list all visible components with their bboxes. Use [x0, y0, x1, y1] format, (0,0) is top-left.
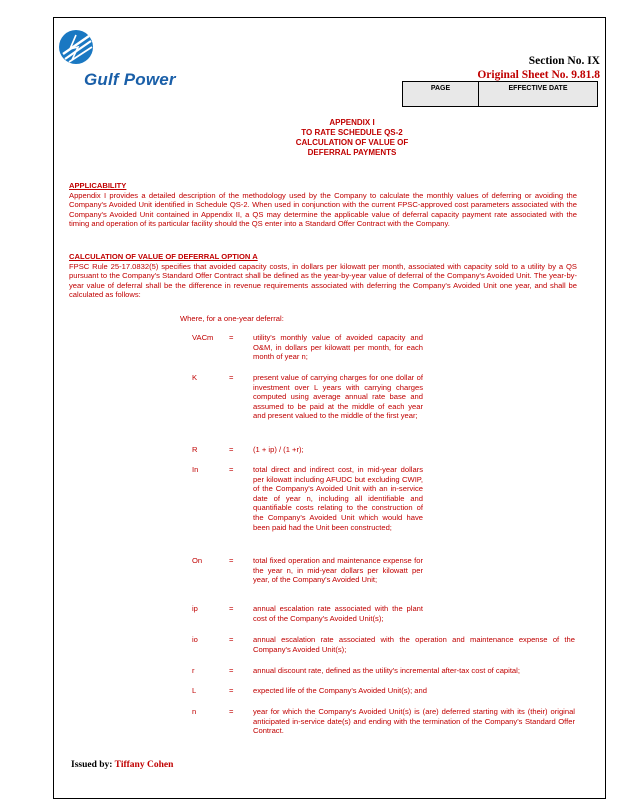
definition-symbol: L — [192, 686, 197, 695]
issued-by-name: Tiffany Cohen — [114, 760, 174, 770]
definition-symbol: On — [192, 556, 203, 565]
where-label: Where, for a one-year deferral: — [180, 314, 284, 323]
calculation-section — [69, 252, 577, 300]
definition-text: total direct and indirect cost, in mid-year dollars per kilowatt including AFUDC but excluding CWIP, of the Company's Avoided Unit with an in-service date of year n, including all identifiable and quantifiable costs relating to the construction of the Company's Avoided Unit which would have been paid had the Unit been constructed; — [253, 465, 423, 532]
definition-text: present value of carrying charges for one dollar of investment over L years with carrying charges computed using average annual rate base and assumed to be paid at the middle of each year and present valued to the middle of the first year; — [253, 373, 423, 421]
company-name: Gulf Power — [84, 70, 176, 89]
applicability-section — [69, 181, 577, 229]
definition-text: utility's monthly value of avoided capacity and O&M, in dollars per kilowatt per month, for each month of year n; — [253, 333, 423, 362]
title-line: APPENDIX I — [329, 118, 375, 127]
definition-text: expected life of the Company's Avoided Unit(s); and — [253, 686, 427, 695]
definition-text: annual discount rate, defined as the utility's incremental after-tax cost of capital; — [253, 666, 520, 675]
sheet-number: Original Sheet No. 9.81.8 — [477, 69, 600, 81]
definition-equals: = — [229, 465, 234, 474]
definition-equals: = — [229, 635, 234, 644]
document-title — [0, 118, 624, 158]
definition-text: annual escalation rate associated with the operation and maintenance expense of the Company's Avoided Unit(s); — [253, 635, 575, 654]
definition-equals: = — [229, 686, 234, 695]
definition-equals: = — [229, 666, 234, 675]
definition-symbol: n — [192, 707, 197, 716]
definition-symbol: ip — [192, 604, 198, 613]
section-number: Section No. IX — [528, 55, 600, 67]
definition-equals: = — [229, 556, 234, 565]
definition-symbol: VACm — [192, 333, 214, 342]
definition-symbol: K — [192, 373, 198, 382]
effective-date-column-header: EFFECTIVE DATE — [508, 85, 568, 92]
calculation-text: FPSC Rule 25-17.0832(5) specifies that avoided capacity costs, in dollars per kilowatt per month, associated with capacity sold to a utility by a QS pursuant to the Company's Standard Offer Contract shall be defined as the year-by-year value of deferral of the Company's Avoided Unit. The year-by- year value of deferral shall be the difference in revenue requirements associated with deferring the Company's Avoided Unit one year, and shall be calculated as follows: — [69, 261, 577, 300]
definition-text: annual escalation rate associated with the plant cost of the Company's Avoided Unit(s); — [253, 604, 423, 623]
calculation-heading: CALCULATION OF VALUE OF DEFERRAL OPTION A — [69, 252, 258, 261]
definition-equals: = — [229, 373, 234, 382]
definition-equals: = — [229, 604, 234, 613]
definition-text: (1 + ip) / (1 +r); — [253, 445, 304, 454]
definition-symbol: io — [192, 635, 198, 644]
definition-text: total fixed operation and maintenance expense for the year n, in mid-year dollars per kilowatt per year, of the Company's Avoided Unit; — [253, 556, 423, 585]
applicability-heading: APPLICABILITY — [69, 181, 127, 190]
definition-equals: = — [229, 707, 234, 716]
definition-symbol: R — [192, 445, 198, 454]
definition-equals: = — [229, 445, 234, 454]
definition-equals: = — [229, 333, 234, 342]
title-line: DEFERRAL PAYMENTS — [307, 148, 397, 157]
issued-by — [71, 760, 173, 770]
definition-symbol: r — [192, 666, 195, 675]
issued-by-label: Issued by: — [71, 760, 113, 770]
header-table — [402, 81, 598, 107]
title-line: TO RATE SCHEDULE QS-2 — [301, 128, 403, 137]
applicability-text: Appendix I provides a detailed description of the methodology used by the Company to calculate the monthly values of deferring or avoiding the Company's Avoided Unit identified in Schedule QS-2. When used in conjunction with the current FPSC-approved cost parameters associated with the Company's Avoided Unit contained in Appendix II, a QS may determine the applicable value of deferral capacity payment rate associated with the timing and operation of its particular facility should the QS enter into a Standard Offer Contract with the Company. — [69, 190, 577, 229]
definition-text: year for which the Company's Avoided Unit(s) is (are) deferred starting with its (their) original anticipated in-service date(s) and ending with the termination of the Company's Standard Offer Contract. — [253, 707, 575, 736]
definition-symbol: In — [192, 465, 199, 474]
page-column-header: PAGE — [403, 82, 479, 106]
title-line: CALCULATION OF VALUE OF — [295, 138, 409, 147]
